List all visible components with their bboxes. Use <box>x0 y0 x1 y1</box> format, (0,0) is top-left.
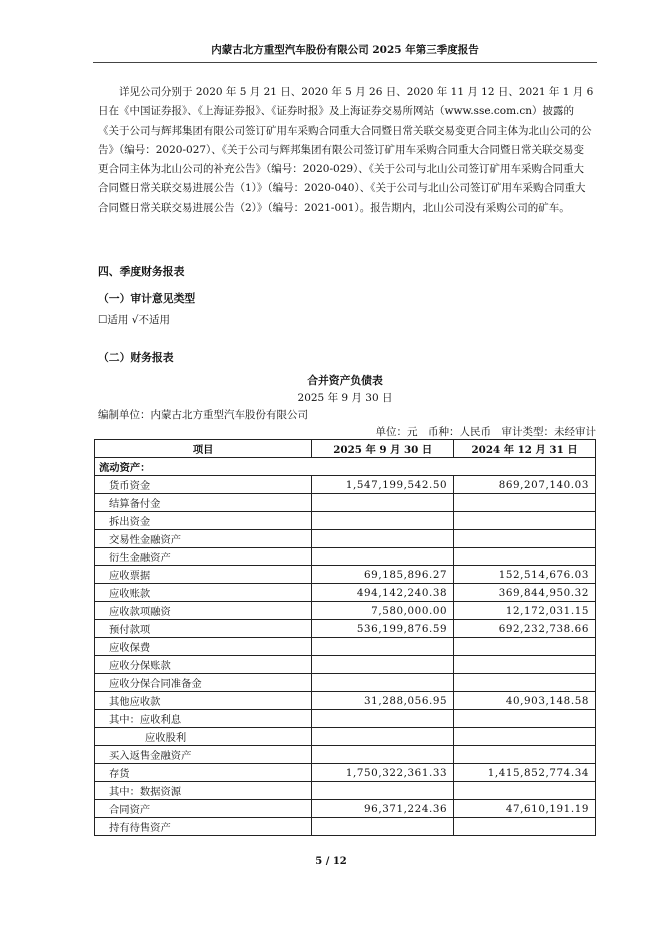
row-item-label: 持有待售资产 <box>95 818 312 836</box>
row-item-label: 衍生金融资产 <box>95 548 312 566</box>
row-current-value <box>312 638 454 656</box>
row-previous-value <box>454 818 596 836</box>
row-item-label: 交易性金融资产 <box>95 530 312 548</box>
row-item-label: 应收股利 <box>95 728 312 746</box>
row-previous-value <box>454 530 596 548</box>
row-current-value <box>312 494 454 512</box>
column-header-current: 2025 年 9 月 30 日 <box>312 440 454 458</box>
row-item-label: 应收票据 <box>95 566 312 584</box>
row-previous-value <box>454 656 596 674</box>
row-item-label: 应收分保合同准备金 <box>95 674 312 692</box>
row-current-value: 494,142,240.38 <box>312 584 454 602</box>
row-previous-value: 12,172,031.15 <box>454 602 596 620</box>
row-current-value: 96,371,224.36 <box>312 800 454 818</box>
table-row <box>95 620 596 638</box>
table-row <box>95 800 596 818</box>
table-row <box>95 782 596 800</box>
row-item-label: 其中：数据资源 <box>95 782 312 800</box>
table-row <box>95 512 596 530</box>
row-current-value <box>312 530 454 548</box>
table-row <box>95 746 596 764</box>
table-row <box>95 692 596 710</box>
section-title: 四、季度财务报表 <box>98 265 185 278</box>
table-row <box>95 530 596 548</box>
row-item-label: 合同资产 <box>95 800 312 818</box>
row-item-label: 应收账款 <box>95 584 312 602</box>
row-current-value: 1,750,322,361.33 <box>312 764 454 782</box>
table-row <box>95 566 596 584</box>
unit-line: 单位：元 币种：人民币 审计类型：未经审计 <box>375 426 596 438</box>
row-current-value <box>312 728 454 746</box>
table-row <box>95 674 596 692</box>
table-row <box>95 818 596 836</box>
row-previous-value: 47,610,191.19 <box>454 800 596 818</box>
row-current-value: 69,185,896.27 <box>312 566 454 584</box>
table-row <box>95 476 596 494</box>
column-header-previous: 2024 年 12 月 31 日 <box>454 440 596 458</box>
table-row <box>95 584 596 602</box>
balance-sheet-title: 合并资产负债表 <box>307 374 383 387</box>
row-current-value: 1,547,199,542.50 <box>312 476 454 494</box>
section-row <box>95 458 596 476</box>
row-previous-value: 869,207,140.03 <box>454 476 596 494</box>
audit-opinion-title: （一）审计意见类型 <box>98 292 196 305</box>
row-previous-value <box>454 674 596 692</box>
balance-sheet-date: 2025 年 9 月 30 日 <box>297 392 393 404</box>
row-previous-value: 40,903,148.58 <box>454 692 596 710</box>
row-previous-value <box>454 494 596 512</box>
intro-paragraph: 详见公司分别于 2020 年 5 月 21 日、2020 年 5 月 26 日、2020 年 11 月 12 日、2021 年 1 月 6 日在《中国证券报》、《上海证券报》、《证券时报》及上海证券交易所网站（www.sse.com.cn）披露的《关于公司与辉邦集团有限公司签订矿用车采购合同重大合同暨日常关联交易变更合同主体为北山公司的公告》（编号：2020-027）、《关于公司与辉邦集团有限公司签订矿用车采购合同重大合同暨日常关联交易变更合同主体为北山公司的补充公告》（编号：2020-029）、《关于公司与北山公司签订矿用车采购合同重大合同暨日常关联交易进展公告（1）》（编号：2020-040）、《关于公司与北山公司签订矿用车采购合同重大合同暨日常关联交易进展公告（2）》（编号：2021-001）。报告期内，北山公司没有采购公司的矿车。 <box>98 86 594 214</box>
table-row <box>95 728 596 746</box>
row-item-label: 货币资金 <box>95 476 312 494</box>
table-row <box>95 710 596 728</box>
financial-statements-title: （二）财务报表 <box>98 351 174 364</box>
row-current-value <box>312 710 454 728</box>
row-item-label: 其中：应收利息 <box>95 710 312 728</box>
row-previous-value <box>454 746 596 764</box>
balance-sheet-table <box>94 439 596 836</box>
row-current-value <box>312 818 454 836</box>
table-row <box>95 764 596 782</box>
page-header: 内蒙古北方重型汽车股份有限公司 2025 年第三季度报告 <box>93 42 597 63</box>
row-current-value <box>312 512 454 530</box>
row-current-value <box>312 656 454 674</box>
row-previous-value <box>454 710 596 728</box>
row-previous-value: 692,232,738.66 <box>454 620 596 638</box>
row-current-value <box>312 548 454 566</box>
audit-opinion-options: ☐适用 √不适用 <box>98 314 170 326</box>
row-previous-value <box>454 548 596 566</box>
row-previous-value: 1,415,852,774.34 <box>454 764 596 782</box>
table-row <box>95 638 596 656</box>
section-label: 流动资产： <box>95 458 596 476</box>
row-item-label: 应收保费 <box>95 638 312 656</box>
row-item-label: 结算备付金 <box>95 494 312 512</box>
row-previous-value <box>454 728 596 746</box>
table-row <box>95 548 596 566</box>
row-current-value <box>312 674 454 692</box>
row-item-label: 应收分保账款 <box>95 656 312 674</box>
table-row <box>95 494 596 512</box>
preparer-line: 编制单位：内蒙古北方重型汽车股份有限公司 <box>98 409 308 421</box>
table-header-row <box>95 440 596 458</box>
row-current-value <box>312 782 454 800</box>
row-previous-value <box>454 782 596 800</box>
row-previous-value: 369,844,950.32 <box>454 584 596 602</box>
row-current-value <box>312 746 454 764</box>
row-item-label: 其他应收款 <box>95 692 312 710</box>
row-item-label: 预付款项 <box>95 620 312 638</box>
table-row <box>95 602 596 620</box>
table-row <box>95 656 596 674</box>
page-number: 5 / 12 <box>315 856 347 867</box>
row-item-label: 买入返售金融资产 <box>95 746 312 764</box>
row-item-label: 存货 <box>95 764 312 782</box>
row-current-value: 536,199,876.59 <box>312 620 454 638</box>
column-header-item: 项目 <box>95 440 312 458</box>
row-current-value: 7,580,000.00 <box>312 602 454 620</box>
row-previous-value <box>454 512 596 530</box>
row-item-label: 应收款项融资 <box>95 602 312 620</box>
row-current-value: 31,288,056.95 <box>312 692 454 710</box>
row-previous-value <box>454 638 596 656</box>
row-previous-value: 152,514,676.03 <box>454 566 596 584</box>
row-item-label: 拆出资金 <box>95 512 312 530</box>
